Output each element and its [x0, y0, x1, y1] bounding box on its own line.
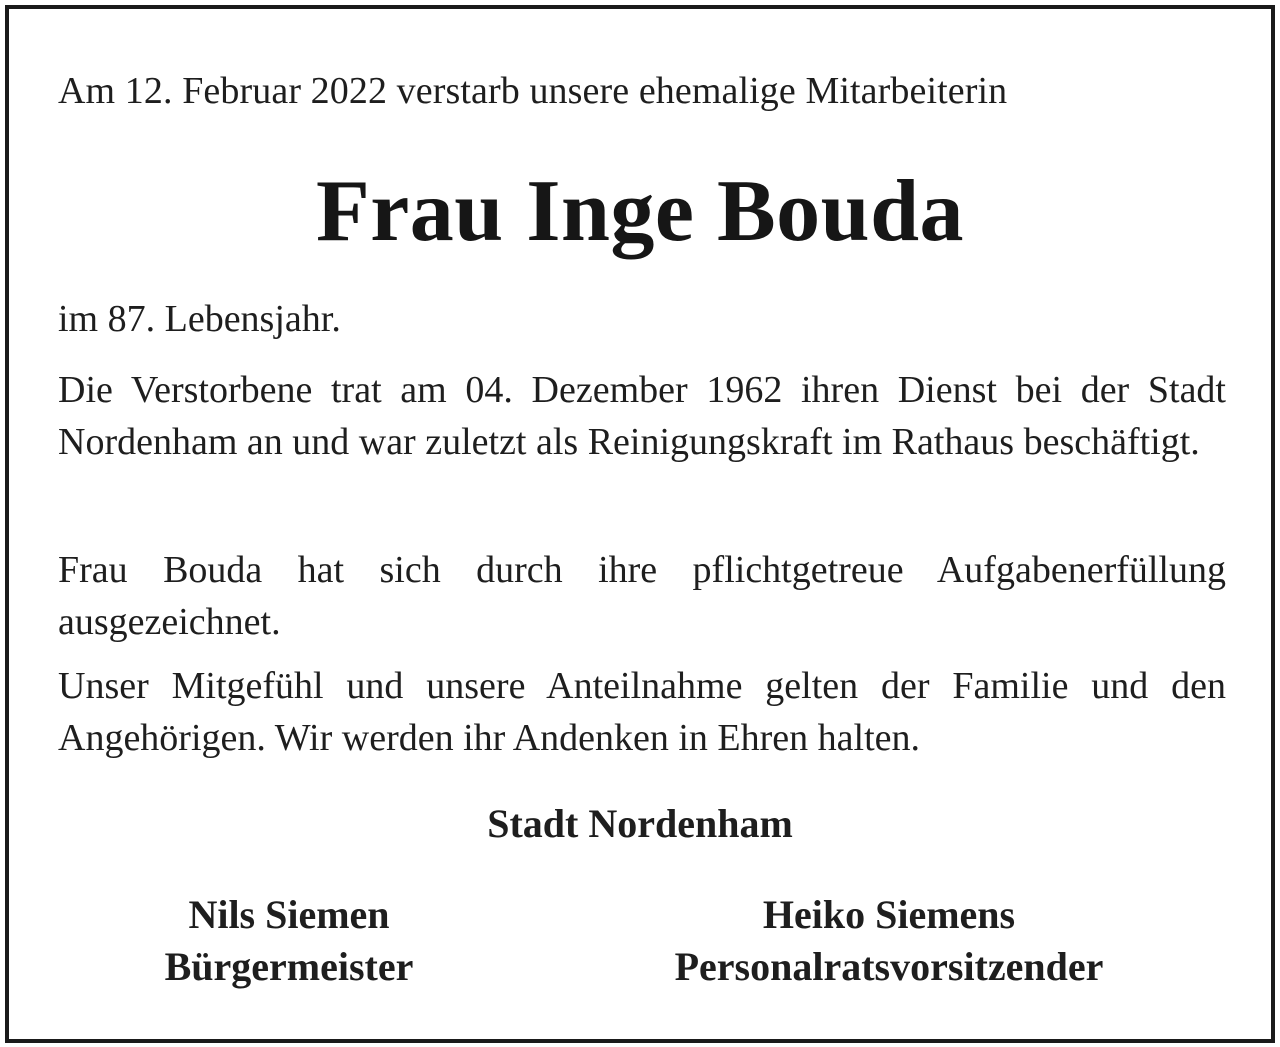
paragraph-condolence: Unser Mitgefühl und unsere Anteilnahme gelten der Familie und den Angehörigen. Wir werden ihr Andenken in Ehren halten.	[58, 665, 1226, 759]
signer-council-chair	[609, 889, 1169, 993]
paragraph-service: Die Verstorbene trat am 04. Dezember 1962 ihren Dienst bei der Stadt Nordenham an und war zuletzt als Reinigungskraft im Rathaus beschäftigt.	[58, 369, 1226, 463]
organization-name: Stadt Nordenham	[487, 801, 793, 846]
signer-mayor	[89, 889, 489, 993]
obituary-frame	[5, 5, 1275, 1043]
age-line: im 87. Lebensjahr.	[58, 298, 341, 340]
signer-name: Nils Siemen	[188, 892, 390, 937]
signer-role: Bürgermeister	[164, 944, 414, 989]
intro-line: Am 12. Februar 2022 verstarb unsere ehemalige Mitarbeiterin	[58, 70, 1008, 112]
deceased-name: Frau Inge Bouda	[315, 163, 965, 260]
paragraph-merit: Frau Bouda hat sich durch ihre pflichtgetreue Aufgabenerfüllung ausgezeichnet.	[58, 549, 1226, 643]
signer-name: Heiko Siemens	[762, 892, 1016, 937]
signer-role: Personalratsvorsitzender	[674, 944, 1104, 989]
